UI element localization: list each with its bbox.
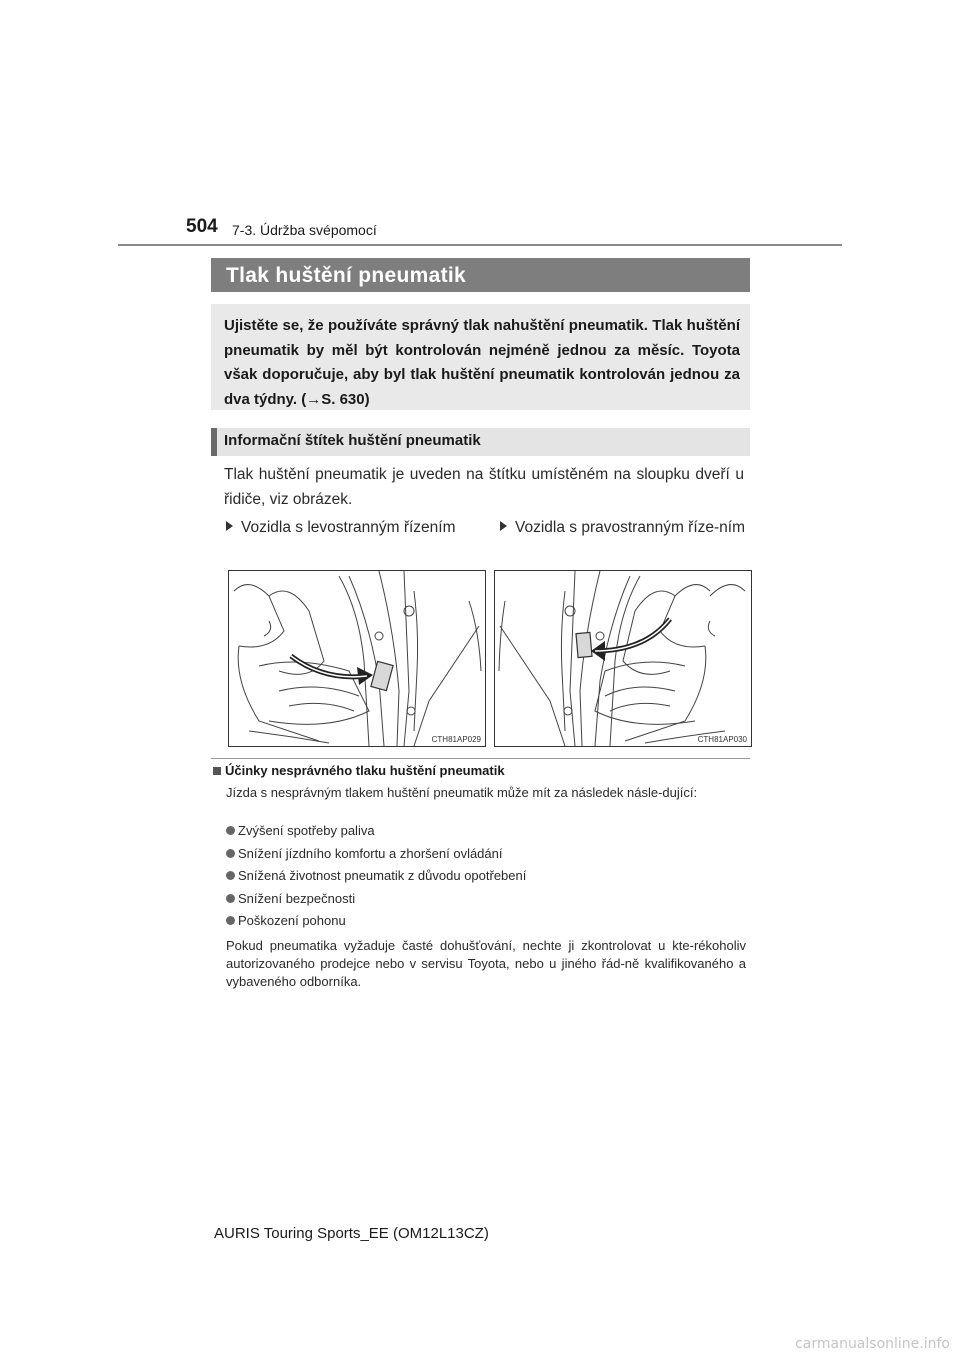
header-rule (118, 244, 842, 246)
footer-model: AURIS Touring Sports_EE (OM12L13CZ) (214, 1225, 489, 1242)
variant-lhd-label: Vozidla s levostranným řízením (241, 519, 456, 536)
figure-code-rhd: CTH81AP030 (697, 735, 747, 744)
effects-outro: Pokud pneumatika vyžaduje časté dohušťování, nechte ji zkontrolovat u kte-rékoholiv autorizovaného prodejce nebo v servisu Toyota, nebo u jiného řád-ně kvalifikovaného a vybaveného odborníka. (226, 938, 746, 989)
page-title: Tlak huštění pneumatik (226, 264, 466, 287)
circle-bullet-icon (226, 916, 235, 925)
door-pillar-illustration-lhd (229, 571, 485, 746)
intro-text: Ujistěte se, že používáte správný tlak nahuštění pneumatik. Tlak huštění pneumatik by měl být kontrolován nejméně jednou za měsíc. Toyota však doporučuje, aby byl tlak huštění pneumatik kontrolován jednou za dva týdny. (→S. 630) (224, 317, 740, 408)
list-item (226, 913, 346, 928)
list-item-text: Snížení bezpečnosti (238, 891, 356, 906)
effects-intro: Jízda s nesprávným tlakem huštění pneumatik může mít za následek násle-dující: (226, 785, 698, 800)
figure-lhd-door-pillar (228, 570, 486, 747)
list-item (226, 846, 503, 861)
subsection-body: Tlak huštění pneumatik je uveden na štítku umístěném na sloupku dveří u řidiče, viz obrázek. (224, 466, 744, 508)
variant-rhd (500, 515, 750, 540)
circle-bullet-icon (226, 894, 235, 903)
list-item-text: Snížení jízdního komfortu a zhoršení ovládání (238, 846, 503, 861)
figure-rhd-door-pillar (494, 570, 752, 747)
subsection-title: Informační štítek huštění pneumatik (224, 432, 481, 449)
subsection-accent (211, 428, 217, 456)
variant-rhd-label: Vozidla s pravostranným říze-ním (515, 519, 746, 536)
section-rule (211, 758, 750, 759)
variant-lhd (226, 515, 456, 540)
effects-heading (213, 763, 505, 778)
page-number: 504 (186, 216, 218, 237)
list-item (226, 891, 355, 906)
list-item-text: Snížená životnost pneumatik z důvodu opotřebení (238, 868, 527, 883)
circle-bullet-icon (226, 826, 235, 835)
list-item (226, 823, 375, 838)
watermark: carmanualsonline.info (795, 1336, 950, 1352)
list-item-text: Zvýšení spotřeby paliva (238, 823, 375, 838)
section-label: 7-3. Údržba svépomocí (232, 222, 377, 238)
effects-heading-text: Účinky nesprávného tlaku huštění pneumatik (225, 763, 505, 778)
triangle-bullet-icon (500, 521, 507, 531)
list-item-text: Poškození pohonu (238, 913, 346, 928)
circle-bullet-icon (226, 871, 235, 880)
list-item (226, 868, 526, 883)
figure-code-lhd: CTH81AP029 (431, 735, 481, 744)
triangle-bullet-icon (226, 521, 233, 531)
square-bullet-icon (213, 767, 221, 775)
door-pillar-illustration-rhd (495, 571, 751, 746)
circle-bullet-icon (226, 849, 235, 858)
